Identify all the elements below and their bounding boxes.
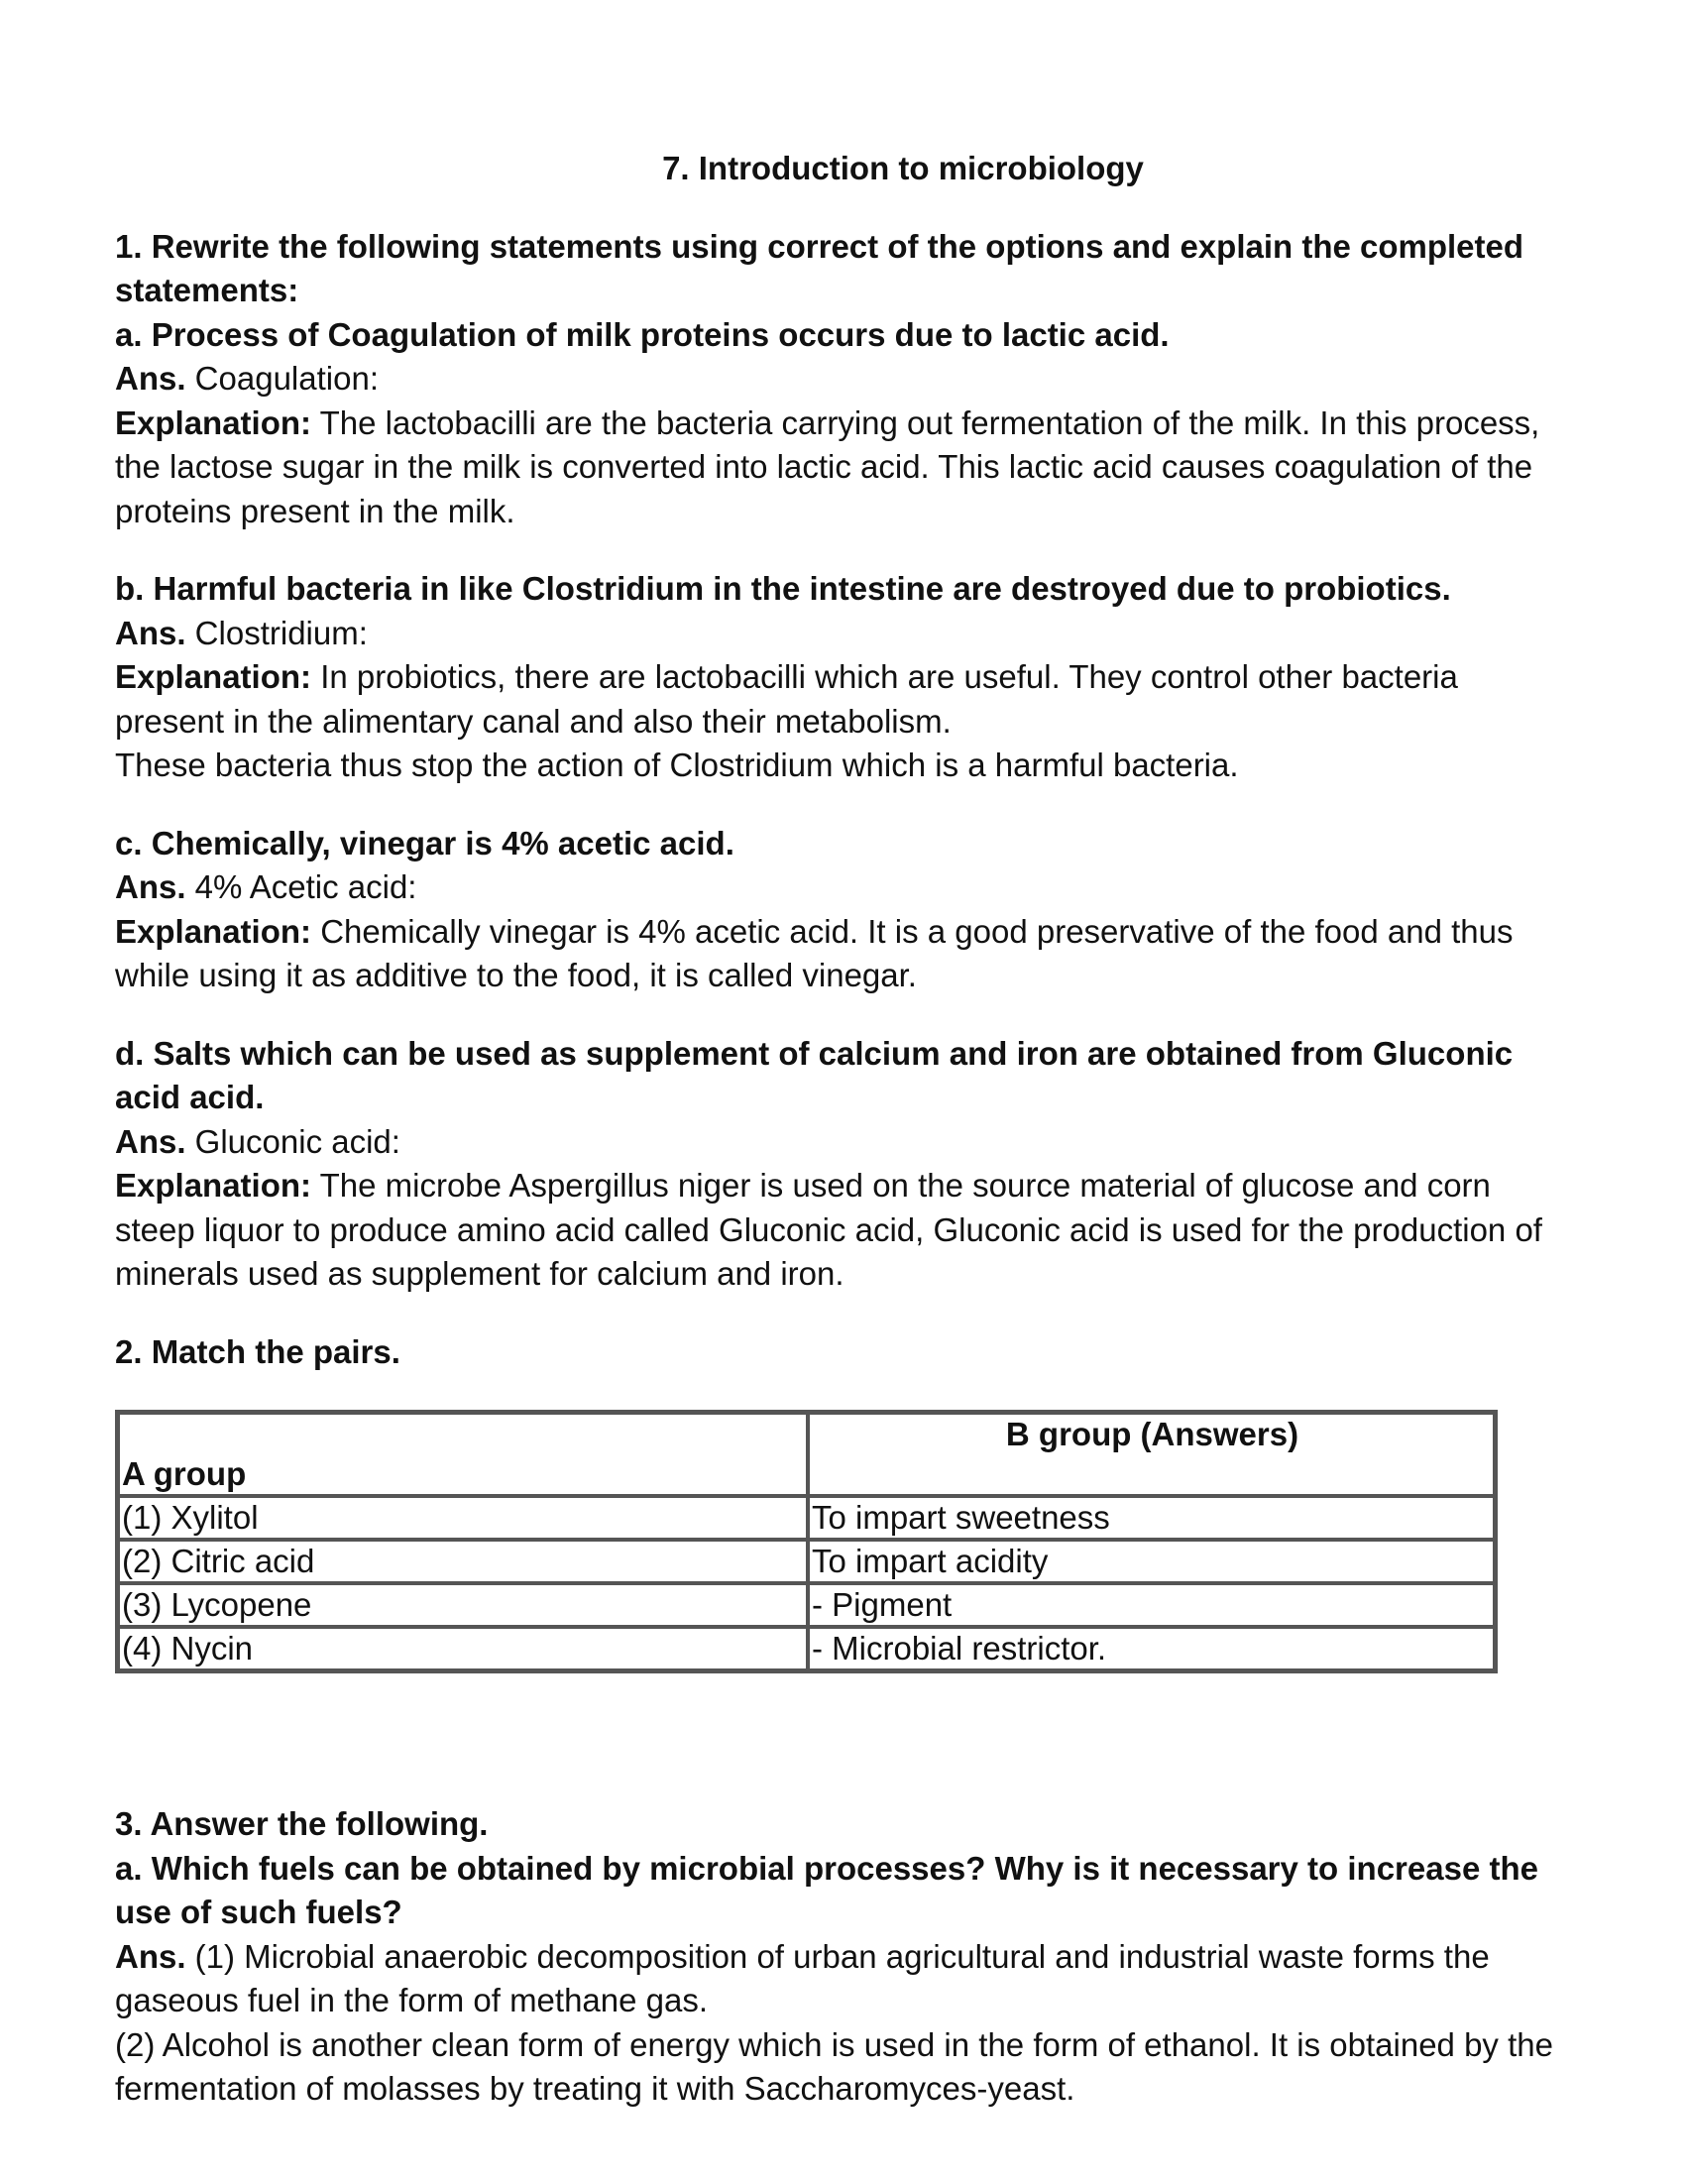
q1-item-statement: a. Process of Coagulation of milk proteins occurs due to lactic acid. xyxy=(115,315,1170,353)
answer-text: Gluconic acid: xyxy=(185,1122,400,1160)
table-header-row xyxy=(118,1413,1495,1496)
q1-item-statement: c. Chemically, vinegar is 4% acetic acid. xyxy=(115,824,734,862)
q3-question: a. Which fuels can be obtained by microbial processes? Why is it necessary to increase the use of such fuels? xyxy=(115,1849,1538,1930)
q1-heading: 1. Rewrite the following statements using correct of the options and explain the completed statements: xyxy=(115,227,1524,308)
document-page xyxy=(115,147,1562,2112)
q1-item-d xyxy=(115,1032,1562,1297)
q1-item-explanation-extra: These bacteria thus stop the action of Clostridium which is a harmful bacteria. xyxy=(115,747,1239,783)
q1-item-explanation xyxy=(115,1164,1562,1297)
answer-text: Clostridium: xyxy=(185,614,368,651)
answer-label: Ans. xyxy=(115,1937,186,1975)
q1-item-a xyxy=(115,313,1562,534)
table-cell-b: To impart sweetness xyxy=(808,1496,1495,1540)
column-header-b: B group (Answers) xyxy=(808,1413,1495,1496)
q1-item-answer xyxy=(115,1120,1562,1165)
q1-item-explanation xyxy=(115,910,1562,998)
explanation-label: Explanation: xyxy=(115,403,312,441)
q3-answer-2: (2) Alcohol is another clean form of energy which is used in the form of ethanol. It is obtained by the fermentation of molasses by treating it with Saccharomyces-yeast. xyxy=(115,2025,1553,2107)
q1-item-answer xyxy=(115,612,1562,656)
table-cell-b: - Pigment xyxy=(808,1583,1495,1627)
table-cell-a: (4) Nycin xyxy=(118,1627,808,1670)
table-row xyxy=(118,1496,1495,1540)
page-title: 7. Introduction to microbiology xyxy=(662,150,1144,186)
q1-item-answer xyxy=(115,357,1562,402)
explanation-text: The microbe Aspergillus niger is used on the source material of glucose and corn steep liquor to produce amino acid called Gluconic acid, Gluconic acid is used for the production of minerals used as supplement for calcium and iron. xyxy=(115,1167,1542,1292)
table-row xyxy=(118,1540,1495,1583)
q1-item-explanation xyxy=(115,402,1562,534)
table-cell-a: (3) Lycopene xyxy=(118,1583,808,1627)
explanation-text: In probiotics, there are lactobacilli which are useful. They control other bacteria present in the alimentary canal and also their metabolism. xyxy=(115,658,1458,740)
answer-label: Ans. xyxy=(115,614,186,651)
table-cell-a: (1) Xylitol xyxy=(118,1496,808,1540)
column-header-a xyxy=(118,1413,808,1496)
table-cell-a: (2) Citric acid xyxy=(118,1540,808,1583)
table-row xyxy=(118,1627,1495,1670)
answer-text: Coagulation: xyxy=(185,360,379,397)
match-pairs-table xyxy=(115,1410,1498,1673)
q1-item-statement: d. Salts which can be used as supplement of calcium and iron are obtained from Gluconic acid acid. xyxy=(115,1034,1514,1115)
answer-label: Ans. xyxy=(115,1122,186,1160)
q1-item-c xyxy=(115,822,1562,998)
explanation-text: The lactobacilli are the bacteria carrying out fermentation of the milk. In this process, the lactose sugar in the milk is converted into lactic acid. This lactic acid causes coagulation of the proteins present in the milk. xyxy=(115,403,1540,529)
q3-heading: 3. Answer the following. xyxy=(115,1805,489,1842)
q1-item-statement: b. Harmful bacteria in like Clostridium in the intestine are destroyed due to probiotics. xyxy=(115,570,1451,607)
table-cell-b: To impart acidity xyxy=(808,1540,1495,1583)
q1-item-b xyxy=(115,567,1562,788)
table-cell-b: - Microbial restrictor. xyxy=(808,1627,1495,1670)
answer-text: (1) Microbial anaerobic decomposition of urban agricultural and industrial waste forms the gaseous fuel in the form of methane gas. xyxy=(115,1937,1490,2018)
q2-heading: 2. Match the pairs. xyxy=(115,1332,400,1370)
q1-item-explanation xyxy=(115,655,1562,744)
column-header-a-label: A group xyxy=(122,1455,247,1492)
q3-answer xyxy=(115,1935,1562,2023)
table-row xyxy=(118,1583,1495,1627)
answer-text: 4% Acetic acid: xyxy=(185,868,417,905)
explanation-text: Chemically vinegar is 4% acetic acid. It is a good preservative of the food and thus while using it as additive to the food, it is called vinegar. xyxy=(115,912,1514,993)
explanation-label: Explanation: xyxy=(115,658,312,695)
q1-item-answer xyxy=(115,865,1562,910)
answer-label: Ans. xyxy=(115,360,186,397)
explanation-label: Explanation: xyxy=(115,1167,312,1204)
match-table-wrap xyxy=(115,1410,1562,1673)
answer-label: Ans. xyxy=(115,868,186,905)
explanation-label: Explanation: xyxy=(115,912,312,950)
